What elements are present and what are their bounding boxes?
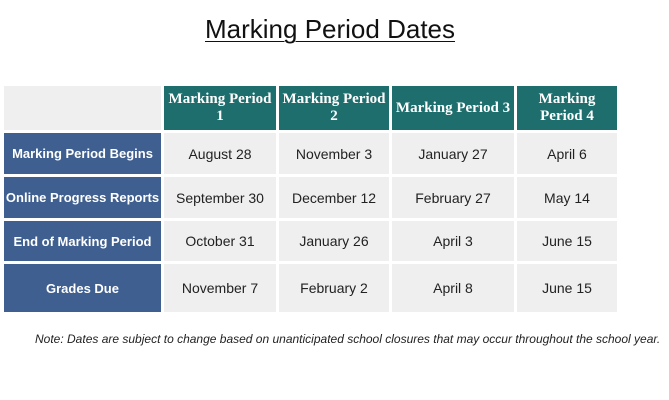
table-cell: April 8 — [392, 264, 514, 312]
table-cell: November 3 — [279, 133, 389, 174]
table-cell: November 7 — [164, 264, 276, 312]
table-row — [4, 264, 617, 312]
marking-period-table — [1, 83, 620, 315]
row-header-grades-due: Grades Due — [4, 264, 161, 312]
table-cell: February 27 — [392, 177, 514, 218]
table-corner-cell — [4, 86, 161, 130]
table-cell: October 31 — [164, 221, 276, 261]
column-header-period-3: Marking Period 3 — [392, 86, 514, 130]
table-row — [4, 221, 617, 261]
table-cell: June 15 — [517, 221, 617, 261]
row-header-end-of-marking-period: End of Marking Period — [4, 221, 161, 261]
table-cell: April 3 — [392, 221, 514, 261]
table-cell: January 27 — [392, 133, 514, 174]
table-row — [4, 133, 617, 174]
table-cell: January 26 — [279, 221, 389, 261]
table-row — [4, 177, 617, 218]
table-cell: September 30 — [164, 177, 276, 218]
footnote: Note: Dates are subject to change based on unanticipated school closures that may occur throughout the school year. — [35, 332, 661, 346]
table-cell: June 15 — [517, 264, 617, 312]
table-cell: August 28 — [164, 133, 276, 174]
column-header-period-2: Marking Period 2 — [279, 86, 389, 130]
table-cell: December 12 — [279, 177, 389, 218]
row-header-online-progress-reports: Online Progress Reports — [4, 177, 161, 218]
column-header-period-4: Marking Period 4 — [517, 86, 617, 130]
table-cell: May 14 — [517, 177, 617, 218]
column-header-period-1: Marking Period 1 — [164, 86, 276, 130]
table-cell: April 6 — [517, 133, 617, 174]
page-title: Marking Period Dates — [205, 14, 455, 44]
table-cell: February 2 — [279, 264, 389, 312]
row-header-marking-period-begins: Marking Period Begins — [4, 133, 161, 174]
